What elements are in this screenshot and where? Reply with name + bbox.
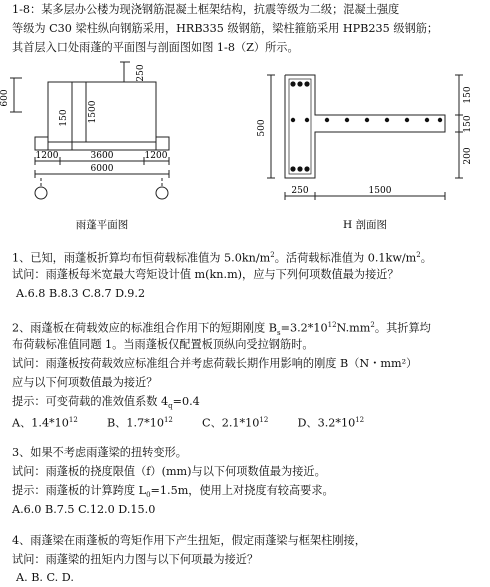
plan-dim-1200-right: 1200 xyxy=(144,151,168,161)
plan-dim-1200-left: 1200 xyxy=(35,151,59,161)
problem-intro-line-2: 等级为 C30 梁柱纵向钢筋采用，HRB335 级钢筋，梁柱箍筋采用 HPB235 级钢筋； xyxy=(12,22,439,35)
canopy-section-drawing xyxy=(255,70,480,240)
q2-line-5: 提示：可变荷载的准效值系数 $4_q=0.4$ xyxy=(12,395,200,411)
q4-line-2: 试问：雨蓬梁的扭矩内力图与以下何项最为接近？ xyxy=(12,553,259,566)
q2-options: A、$1.4*10^{12}$ B、$1.7*10^{12}$ C、$2.1*10^{12}$ D、$3.2*10^{12}$ xyxy=(12,416,365,430)
plan-dim-150: 150 xyxy=(59,109,69,127)
q1-options: A.6.8 B.8.3 C.8.7 D.9.2 xyxy=(16,287,146,300)
section-dim-150-mid: 150 xyxy=(463,115,473,133)
q2-line-2: 布荷载标准值同题 1。当雨蓬板仅配置板顶纵向受拉钢筋时。 xyxy=(12,338,314,351)
plan-dim-600: 600 xyxy=(0,89,10,107)
canopy-plan-drawing xyxy=(0,60,240,240)
q3-line-2: 试问：雨蓬板的挠度限值（f）(mm)与以下何项数值最为接近。 xyxy=(12,465,326,478)
q3-line-3: 提示：雨蓬板的计算跨度 $L_0=1.5m$，使用上对挠度有较高要求。 xyxy=(12,484,334,500)
q2-line-4: 应与以下何项数值最为接近？ xyxy=(12,376,158,389)
section-dim-500: 500 xyxy=(257,119,267,137)
section-dim-200: 200 xyxy=(463,147,473,165)
q3-line-1: 3、如果不考虑雨蓬梁的扭转变形。 xyxy=(12,446,187,459)
problem-intro-line-3: 其首层入口处雨蓬的平面图与剖面图如图 1-8（Z）所示。 xyxy=(12,41,299,54)
q4-options: A. B. C. D. xyxy=(16,571,74,584)
plan-caption: 雨蓬平面图 xyxy=(75,219,129,231)
section-caption: H 剖面图 xyxy=(343,219,387,231)
q1-line-2: 试问：雨蓬板每米宽最大弯矩设计值 m(kn.m)，应与下列何项数值最为接近？ xyxy=(12,268,399,281)
plan-dim-3600: 3600 xyxy=(90,151,114,161)
section-dim-150-top: 150 xyxy=(463,86,473,104)
problem-intro-line-1: 1-8：某多层办公楼为现浇钢筋混凝土框架结构，抗震等级为二级；混凝土强度 xyxy=(12,3,400,16)
plan-dim-250: 250 xyxy=(136,64,146,82)
plan-dim-6000: 6000 xyxy=(90,164,114,174)
plan-dim-1500: 1500 xyxy=(88,100,98,124)
q1-line-1: 1、已知，雨蓬板折算均布恒荷载标准值为 $5.0kn/m^2$。活荷载标准值为 $0.1kw/m^2$。 xyxy=(12,251,432,265)
q2-line-1: 2、雨蓬板在荷载效应的标准组合作用下的短期刚度 $B_s=3.2*10^{12}N.mm^2$。其折算均 xyxy=(12,321,431,337)
q2-line-3: 试问：雨蓬板按荷载效应标准组合并考虑荷载长期作用影响的刚度 B（N・mm²） xyxy=(12,357,418,370)
section-dim-250: 250 xyxy=(291,186,309,196)
q4-line-1: 4、雨蓬梁在雨蓬板的弯矩作用下产生扭矩，假定雨蓬梁与框架柱刚接， xyxy=(12,534,366,547)
q3-options: A.6.0 B.7.5 C.12.0 D.15.0 xyxy=(12,503,156,516)
section-dim-1500: 1500 xyxy=(368,186,392,196)
